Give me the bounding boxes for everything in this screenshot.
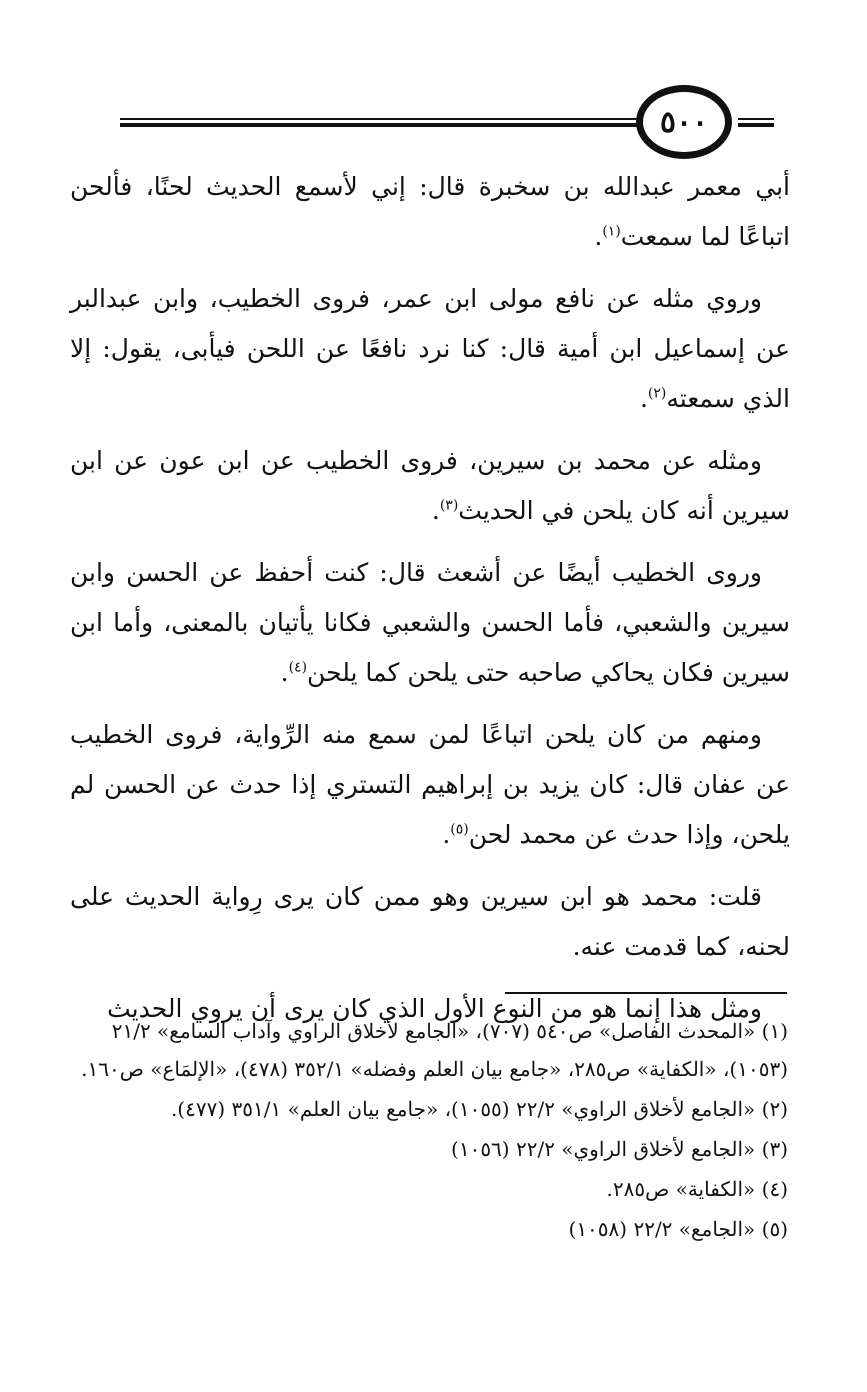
paragraph-2-text: وروي مثله عن نافع مولى ابن عمر، فروى الخطيب، وابن عبدالبر عن إسماعيل ابن أمية قال: كنا نرد نافعًا عن اللحن فيأبى، يقول: إلا الذي سمعته [70,284,790,413]
footnote-ref-1: (١) [602,223,621,240]
footnote-ref-2: (٢) [647,385,667,402]
paragraph-4-text: وروى الخطيب أيضًا عن أشعث قال: كنت أحفظ عن الحسن وابن سيرين والشعبي، فأما الحسن والشعبي فكانا يأتيان بالمعنى، وأما ابن سيرين فكان يحاكي صاحبه حتى يلحن كما يلحن [70,558,790,687]
footnote-ref-3: (٣) [439,497,459,514]
paragraph-6: قلت: محمد هو ابن سيرين وهو ممن كان يرى رِواية الحديث على لحنه، كما قدمت عنه. [70,882,790,961]
footnote-4: (٤) «الكفاية» ص٢٨٥. [606,1177,788,1201]
footnote-1: (١) «المحدث الفاصل» ص٥٤٠ (٧٠٧)، «الجامع لأخلاق الراوي وآداب السامع» ٢١/٢ (١٠٥٣)، «الكفاية» ص٢٨٥، «جامع بيان العلم وفضله» ٣٥٢/١ (٤٧٨)، «الإلمَاع» ص١٦٠. [81,1019,788,1081]
page-header [0,80,867,160]
paragraph-1: أبي معمر عبدالله بن سخبرة قال: إني لأسمع الحديث لحنًا، فألحن اتباعًا لما سمعت$^{(١)}$. [70,172,790,251]
paragraph-2: وروي مثله عن نافع مولى ابن عمر، فروى الخطيب، وابن عبدالبر عن إسماعيل ابن أمية قال: كنا نرد نافعًا عن اللحن فيأبى، يقول: إلا الذي سمعته$^{(٢)}$. [70,284,790,413]
footnote-separator [505,992,787,994]
footnote-2: (٢) «الجامع لأخلاق الراوي» ٢٢/٢ (١٠٥٥)، «جامع بيان العلم» ٣٥١/١ (٤٧٧). [170,1097,788,1121]
footnote-5: (٥) «الجامع» ٢٢/٢ (١٠٥٨) [568,1217,788,1241]
paragraph-1-text: أبي معمر عبدالله بن سخبرة قال: إني لأسمع الحديث لحنًا، فألحن اتباعًا لما سمعت [70,172,790,251]
footnote-3: (٣) «الجامع لأخلاق الراوي» ٢٢/٢ (١٠٥٦) [451,1137,788,1161]
paragraph-3: ومثله عن محمد بن سيرين، فروى الخطيب عن ابن عون عن ابن سيرين أنه كان يلحن في الحديث$^{(٣)}$. [70,446,790,525]
page-number: ٥٠٠ [636,85,732,159]
paragraph-7: ومثل هذا إنما هو من النوع الأول الذي كان يرى أن يروي الحديث [107,994,762,1023]
main-text [70,162,790,1046]
footnote-ref-5: (٥) [450,821,469,838]
paragraph-3-text: ومثله عن محمد بن سيرين، فروى الخطيب عن ابن عون عن ابن سيرين أنه كان يلحن في الحديث [70,446,790,525]
paragraph-5-text: ومنهم من كان يلحن اتباعًا لمن سمع منه الرِّواية، فروى الخطيب عن عفان قال: كان يزيد بن إبراهيم التستري إذا حدث عن الحسن لم يلحن، وإذا حدث عن محمد لحن [70,720,790,849]
paragraph-5: ومنهم من كان يلحن اتباعًا لمن سمع منه الرِّواية، فروى الخطيب عن عفان قال: كان يزيد بن إبراهيم التستري إذا حدث عن الحسن لم يلحن، وإذا حدث عن محمد لحن$^{(٥)}$. [70,720,790,849]
header-rule-left [120,118,640,127]
footnotes [72,1012,788,1250]
paragraph-4: وروى الخطيب أيضًا عن أشعث قال: كنت أحفظ عن الحسن وابن سيرين والشعبي، فأما الحسن والشعبي فكانا يأتيان بالمعنى، وأما ابن سيرين فكان يحاكي صاحبه حتى يلحن كما يلحن$^{(٤)}$. [70,558,790,687]
header-rule-right [738,118,774,127]
footnote-ref-4: (٤) [288,659,308,676]
